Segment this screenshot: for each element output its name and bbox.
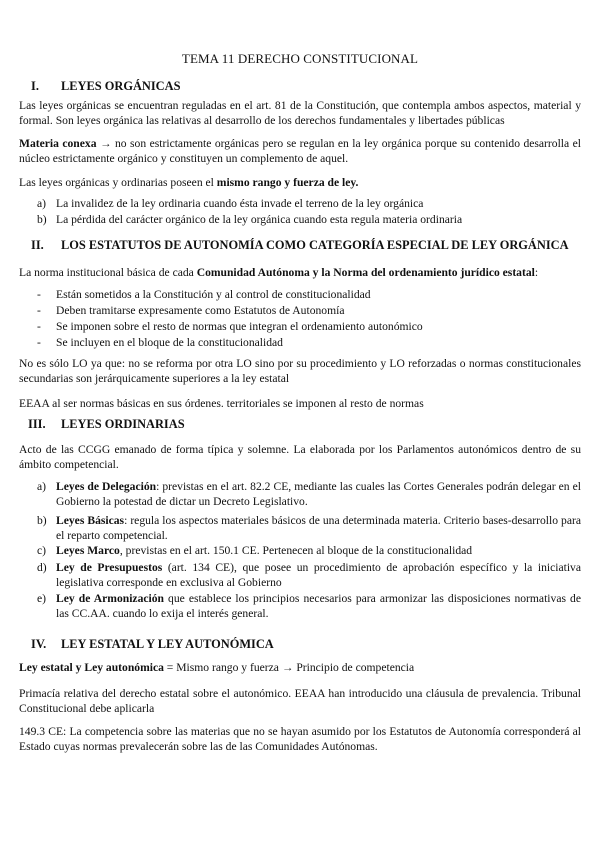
list-text: : previstas en el art. 82.2 CE, mediante las cuales las Cortes Generales podrán delegar en el Gobierno la potestad de dictar un Decreto Legislativo.: [56, 480, 581, 508]
bullet-text: Se imponen sobre el resto de normas que integran el ordenamiento autonómico: [56, 320, 423, 333]
bullet-item: [37, 319, 557, 334]
bullet-text: Deben tramitarse expresamente como Estatutos de Autonomía: [56, 304, 345, 317]
paragraph: 149.3 CE: La competencia sobre las materias que no se hayan asumido por los Estatutos de Autonomía corresponderá al Estado cuyas normas prevalecerán sobre las de las Comunidades Autónomas.: [19, 725, 581, 753]
paragraph: [19, 660, 581, 675]
bullet-text: Están sometidos a la Constitución y al control de constitucionalidad: [56, 288, 371, 301]
list-text: , previstas en el art. 150.1 CE. Pertenecen al bloque de la constitucionalidad: [119, 544, 473, 557]
section-heading-3: [28, 417, 185, 432]
section-number: II.: [31, 238, 44, 252]
paragraph-text: = Mismo rango y fuerza → Principio de competencia: [163, 661, 415, 674]
section-title: LEYES ORDINARIAS: [61, 417, 185, 431]
list-item: [37, 479, 581, 509]
paragraph-text: La norma institucional básica de cada: [19, 266, 197, 279]
list-item: [37, 591, 581, 621]
paragraph: Acto de las CCGG emanado de forma típica y solemne. La elaborada por los Parlamentos autonómicos dentro de su ámbito competencial.: [19, 443, 581, 471]
list-text: (art. 134 CE), que posee un procedimiento de aprobación específico y la iniciativa legislativa corresponde en exclusiva al Gobierno: [56, 561, 581, 589]
list-marker: b): [37, 514, 47, 527]
section-title: LEYES ORGÁNICAS: [61, 79, 181, 93]
paragraph: [19, 136, 581, 166]
bold-term: Ley de Presupuestos: [56, 561, 163, 574]
section-heading-2: [31, 238, 569, 253]
bold-term: Comunidad Autónoma y la Norma del ordenamiento jurídico estatal: [196, 266, 535, 279]
paragraph: Las leyes orgánicas se encuentran reguladas en el art. 81 de la Constitución, que contempla ambos aspectos, material y formal. Son leyes orgánica las relativas al desarrollo de los derechos fundamentales y libertades públicas: [19, 99, 581, 127]
bullet-item: [37, 303, 557, 318]
section-heading-4: [31, 637, 274, 652]
section-title: LOS ESTATUTOS DE AUTONOMÍA COMO CATEGORÍA ESPECIAL DE LEY ORGÁNICA: [61, 238, 569, 252]
list-marker: e): [37, 592, 47, 605]
paragraph-text: :: [534, 266, 539, 279]
paragraph: No es sólo LO ya que: no se reforma por otra LO sino por su procedimiento y LO reforzadas o normas constitucionales secundarias son jerárquicamente superiores a la ley estatal: [19, 357, 581, 385]
list-item: [37, 543, 581, 558]
bullet-text: Se incluyen en el bloque de la constitucionalidad: [56, 336, 283, 349]
paragraph: [19, 175, 581, 190]
section-number: I.: [31, 79, 39, 93]
bold-term: Materia conexa: [19, 137, 97, 150]
bullet-marker: -: [37, 288, 41, 301]
list-text: que establece los principios necesarios para armonizar las disposiciones normativas de las CC.AA. cuando lo exija el interés general.: [56, 592, 581, 620]
list-text: La invalidez de la ley ordinaria cuando ésta invade el terreno de la ley orgánica: [56, 197, 424, 210]
bold-term: Leyes Marco: [56, 544, 120, 557]
bold-term: Leyes de Delegación: [56, 480, 157, 493]
paragraph: EEAA al ser normas básicas en sus órdenes. territoriales se imponen al resto de normas: [19, 397, 424, 410]
list-item: [37, 196, 557, 211]
bullet-marker: -: [37, 320, 41, 333]
section-title: LEY ESTATAL Y LEY AUTONÓMICA: [61, 637, 274, 651]
document-title: TEMA 11 DERECHO CONSTITUCIONAL: [181, 51, 419, 66]
paragraph-text: → no son estrictamente orgánicas pero se regulan en la ley orgánica porque su contenido desarrolla el núcleo estrictamente orgánico y constituyen un complemento de aquel.: [19, 137, 581, 165]
bold-term: Ley de Armonización: [56, 592, 164, 605]
list-marker: d): [37, 561, 47, 574]
list-text: : regula los aspectos materiales básicos de una determinada materia. Criterio bases-desarrollo para el reparto competencial.: [56, 514, 581, 542]
bullet-item: [37, 335, 557, 350]
bullet-marker: -: [37, 336, 41, 349]
bold-term: Leyes Básicas: [56, 514, 125, 527]
section-number: III.: [28, 417, 46, 431]
list-marker: a): [37, 480, 47, 493]
bold-term: mismo rango y fuerza de ley.: [216, 176, 359, 189]
bullet-item: [37, 287, 557, 302]
list-item: [37, 560, 581, 590]
list-marker: b): [37, 213, 47, 226]
list-marker: a): [37, 197, 47, 210]
list-marker: c): [37, 544, 47, 557]
bullet-marker: -: [37, 304, 41, 317]
list-text: La pérdida del carácter orgánico de la ley orgánica cuando esta regula materia ordinaria: [56, 213, 463, 226]
list-item: [37, 212, 557, 227]
paragraph-text: Las leyes orgánicas y ordinarias poseen el: [19, 176, 217, 189]
list-item: [37, 513, 581, 543]
bold-term: Ley estatal y Ley autonómica: [19, 661, 164, 674]
section-heading-1: [31, 79, 180, 94]
paragraph: [19, 265, 581, 280]
paragraph: Primacía relativa del derecho estatal sobre el autonómico. EEAA han introducido una cláusula de prevalencia. Tribunal Constitucional debe aplicarla: [19, 687, 581, 715]
section-number: IV.: [31, 637, 47, 651]
